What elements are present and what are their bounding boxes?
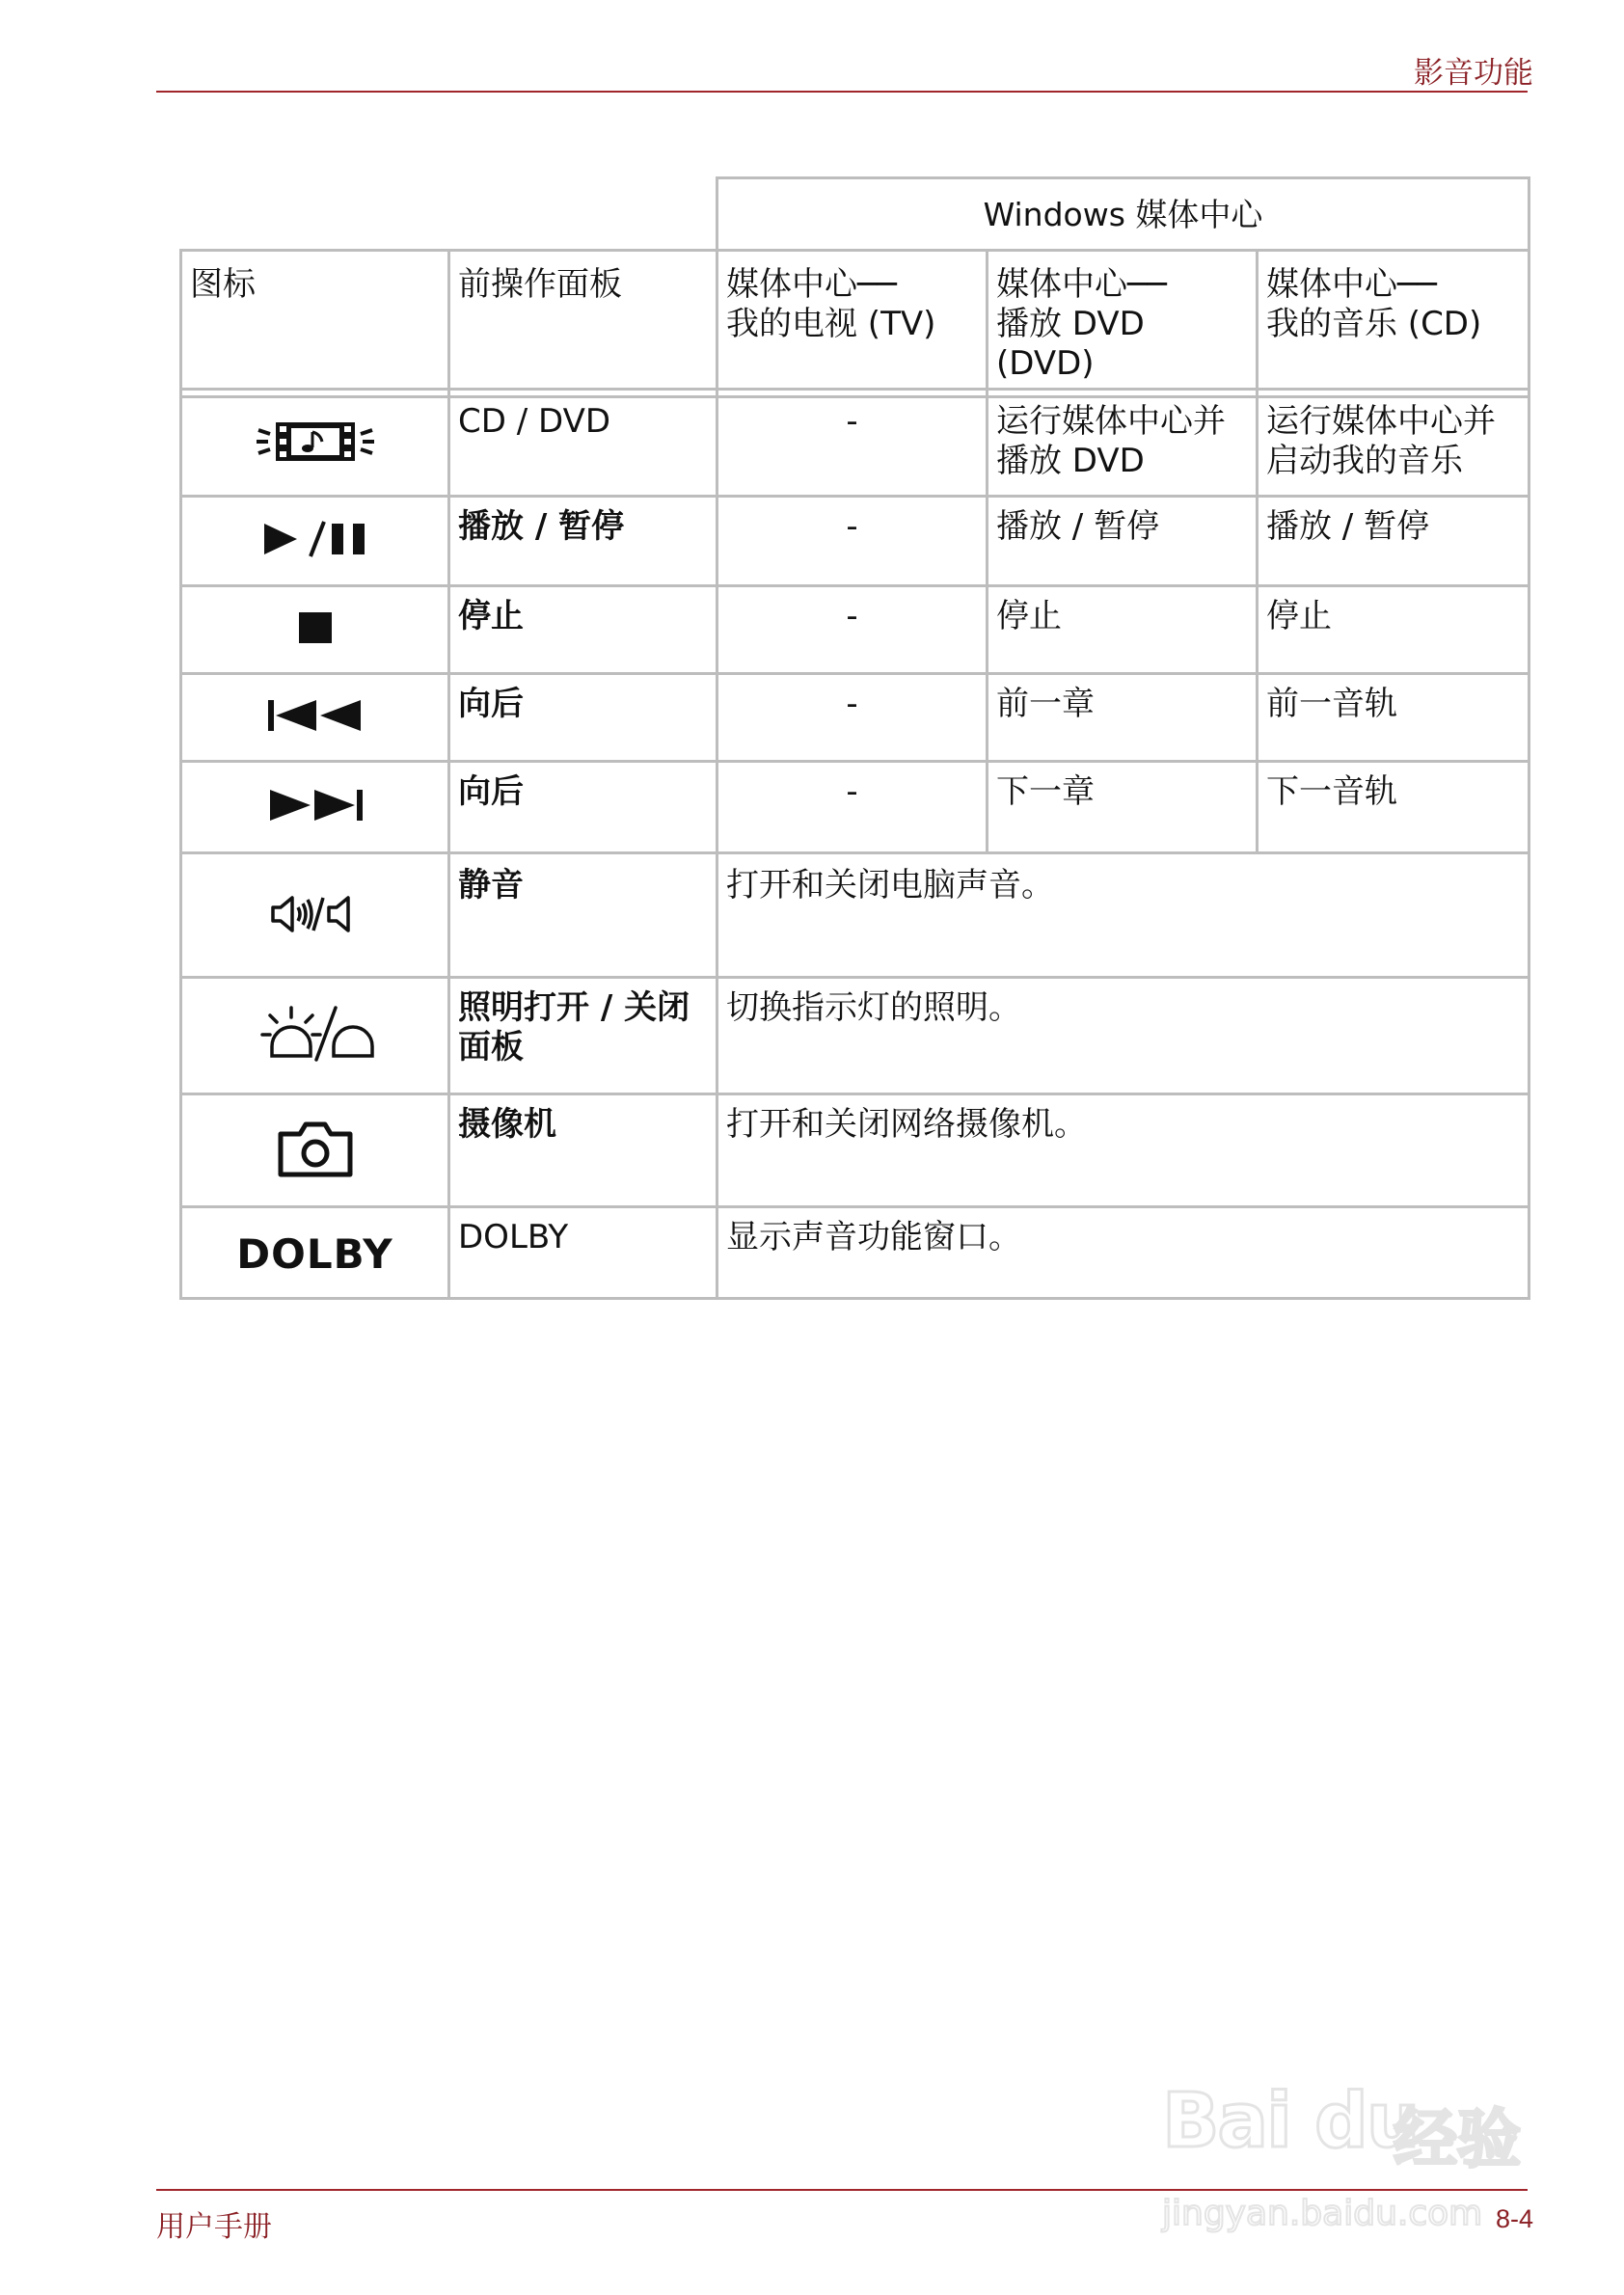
stop-icon [181,586,449,674]
column-header-icon: 图标 [181,251,449,390]
camera-icon [181,1094,449,1207]
previous-icon [181,674,449,762]
next-icon [181,762,449,853]
function-description: 显示声音功能窗口。 [717,1207,1529,1299]
tv-action: - [717,397,988,497]
table-row [181,762,1529,853]
table-row [181,1207,1529,1299]
function-description: 切换指示灯的照明。 [717,978,1529,1094]
column-header-row [181,251,1529,390]
cd-action: 前一音轨 [1258,674,1529,762]
header-title: 影音功能 [1414,56,1533,91]
watermark-url: jingyan.baidu.com [1162,2194,1483,2233]
tv-action: - [717,497,988,586]
cd-action: 停止 [1258,586,1529,674]
panel-label: 停止 [449,586,717,674]
dvd-action: 前一章 [988,674,1258,762]
watermark-logo: Bai du [1162,2078,1419,2165]
cd-dvd-icon [181,397,449,497]
function-description: 打开和关闭网络摄像机。 [717,1094,1529,1207]
column-header-cd [1258,251,1529,390]
column-header-cd-line1: 媒体中心── [1266,265,1437,304]
panel-label: 向后 [449,762,717,853]
footer-rule [156,2189,1528,2191]
panel-label: DOLBY [449,1207,717,1299]
header-separator-row [181,390,1529,397]
table-row [181,978,1529,1094]
panel-label: 播放 / 暂停 [449,497,717,586]
media-buttons-table [179,176,1530,1300]
column-header-panel: 前操作面板 [449,251,717,390]
table-row [181,397,1529,497]
table-row [181,1094,1529,1207]
column-header-tv-line2: 我的电视 (TV) [726,305,936,343]
panel-label: CD / DVD [449,397,717,497]
tv-action: - [717,586,988,674]
dvd-action: 播放 / 暂停 [988,497,1258,586]
panel-label: 照明打开 / 关闭面板 [449,978,717,1094]
column-header-cd-line2: 我的音乐 (CD) [1266,305,1482,343]
page-number: 8-4 [1495,2204,1533,2233]
watermark-cn: 经验 [1394,2102,1521,2176]
panel-label: 摄像机 [449,1094,717,1207]
dolby-logo-text: DOLBY [236,1229,393,1278]
cd-action: 下一音轨 [1258,762,1529,853]
tv-action: - [717,674,988,762]
mute-icon [181,853,449,978]
group-header-row [181,178,1529,251]
table-row [181,853,1529,978]
cd-action: 运行媒体中心并启动我的音乐 [1258,397,1529,497]
cd-action: 播放 / 暂停 [1258,497,1529,586]
panel-label: 静音 [449,853,717,978]
column-header-tv-line1: 媒体中心── [726,265,897,304]
header-rule [156,91,1528,93]
panel-label: 向后 [449,674,717,762]
dolby-logo [181,1207,449,1299]
windows-media-center-header: Windows 媒体中心 [717,178,1529,251]
footer-manual-title: 用户手册 [156,2210,272,2244]
tv-action: - [717,762,988,853]
table-row [181,497,1529,586]
dvd-action: 下一章 [988,762,1258,853]
column-header-dvd-line2: 播放 DVD (DVD) [996,305,1145,383]
dvd-action: 运行媒体中心并播放 DVD [988,397,1258,497]
table-row [181,674,1529,762]
function-description: 打开和关闭电脑声音。 [717,853,1529,978]
table-row [181,586,1529,674]
column-header-dvd [988,251,1258,390]
illumination-icon [181,978,449,1094]
dvd-action: 停止 [988,586,1258,674]
column-header-tv [717,251,988,390]
play-pause-icon [181,497,449,586]
column-header-dvd-line1: 媒体中心── [996,265,1167,304]
